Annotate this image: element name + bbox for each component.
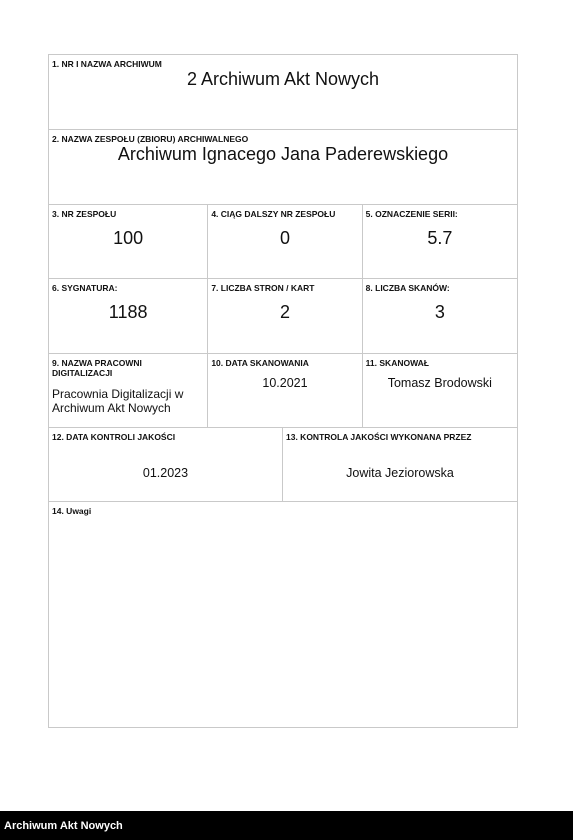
field-qc-date — [49, 428, 283, 501]
field-label: 6. SYGNATURA: — [52, 283, 118, 293]
field-series — [363, 205, 517, 278]
field-archive — [49, 55, 517, 129]
field-value: 100 — [113, 228, 144, 248]
field-label: 3. NR ZESPOŁU — [52, 209, 117, 219]
field-value: Jowita Jeziorowska — [346, 466, 454, 480]
field-value: Tomasz Brodowski — [387, 376, 492, 390]
row-numbers — [49, 205, 517, 279]
field-label: 14. Uwagi — [52, 506, 92, 516]
field-label: 12. DATA KONTROLI JAKOŚCI — [52, 432, 176, 442]
field-signature — [49, 279, 208, 353]
field-value: Pracownia Digitalizacji w Archiwum Akt Nowych — [52, 387, 184, 415]
field-value: 5.7 — [427, 228, 453, 248]
row-signature — [49, 279, 517, 354]
row-collection — [49, 130, 517, 205]
row-quality-control — [49, 428, 517, 502]
field-label: 9. NAZWA PRACOWNI DIGITALIZACJI — [52, 358, 142, 378]
field-label: 4. CIĄG DALSZY NR ZESPOŁU — [211, 209, 336, 219]
field-label: 8. LICZBA SKANÓW: — [365, 283, 450, 293]
field-label: 7. LICZBA STRON / KART — [211, 283, 315, 293]
field-value: 10.2021 — [262, 376, 308, 390]
field-label: 10. DATA SKANOWANIA — [211, 358, 309, 368]
field-scan-count — [363, 279, 517, 353]
field-label: 1. NR I NAZWA ARCHIWUM — [52, 59, 162, 69]
field-label: 2. NAZWA ZESPOŁU (ZBIORU) ARCHIWALNEGO — [52, 134, 249, 144]
field-label: 13. KONTROLA JAKOŚCI WYKONANA PRZEZ — [286, 432, 472, 442]
field-notes — [49, 502, 517, 727]
field-collection-name — [49, 130, 517, 204]
field-qc-by — [283, 428, 517, 501]
field-scan-date — [208, 354, 362, 427]
row-archive — [49, 55, 517, 130]
field-value: 3 — [434, 302, 445, 322]
field-label: 5. OZNACZENIE SERII: — [365, 209, 458, 219]
field-value: 2 — [279, 302, 290, 322]
field-collection-continuation — [208, 205, 362, 278]
field-value: Archiwum Ignacego Jana Paderewskiego — [117, 144, 449, 164]
row-notes — [49, 502, 517, 727]
metadata-form — [48, 54, 518, 728]
field-value: 0 — [279, 228, 290, 248]
footer-text: Archiwum Akt Nowych — [4, 820, 123, 832]
field-scanned-by — [363, 354, 517, 427]
field-value: 2 Archiwum Akt Nowych — [186, 69, 380, 89]
footer-bar — [0, 811, 573, 840]
field-page-count — [208, 279, 362, 353]
field-label: 11. SKANOWAŁ — [365, 358, 429, 368]
field-digitization-lab — [49, 354, 208, 427]
field-collection-number — [49, 205, 208, 278]
field-value: 1188 — [108, 302, 148, 322]
row-scanning — [49, 354, 517, 428]
field-value: 01.2023 — [142, 466, 189, 480]
